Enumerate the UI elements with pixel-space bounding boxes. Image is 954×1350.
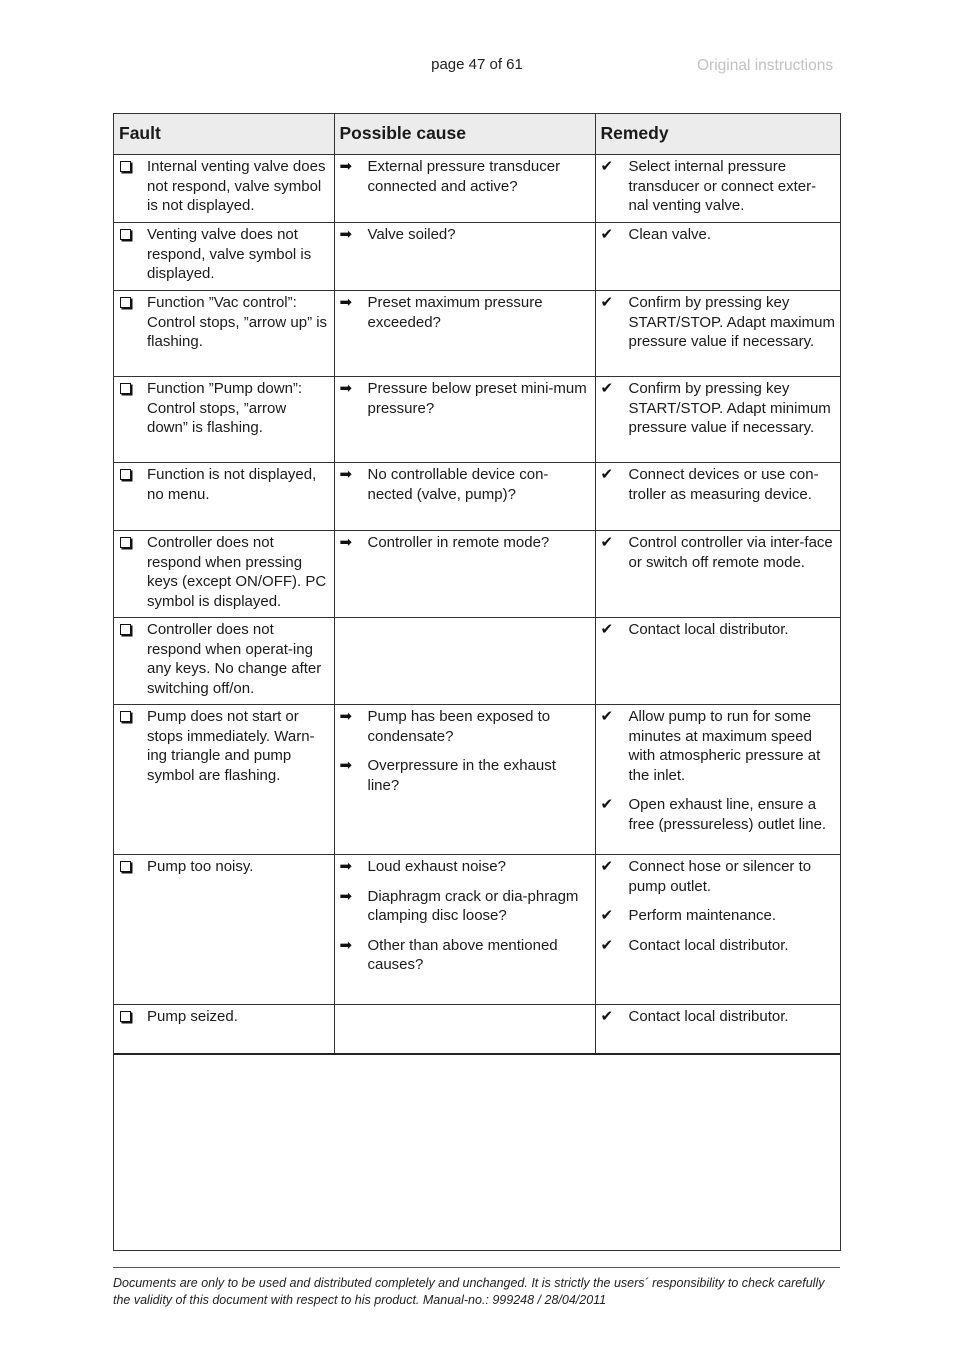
cause-cell [334, 463, 595, 531]
checkbox-square-icon [120, 1011, 131, 1022]
header-cause: Possible cause [334, 114, 595, 155]
arrow-right-icon: ➡ [339, 708, 353, 725]
remedy-item [600, 1007, 837, 1027]
header-note: Original instructions [697, 57, 834, 74]
checkmark-icon: ✔ [600, 1008, 614, 1025]
cause-item [339, 533, 591, 553]
remedy-item [600, 379, 837, 438]
cause-cell [334, 1005, 595, 1054]
fault-text: Pump does not start or stops immediately. Warn-ing triangle and pump symbol are flashing. [147, 708, 315, 784]
fault-item [118, 379, 330, 438]
checkmark-icon: ✔ [600, 294, 614, 311]
fault-cell [114, 223, 334, 291]
fault-text: Internal venting valve does not respond, valve symbol is not displayed. [147, 158, 326, 214]
table-row [114, 855, 840, 1005]
table-row [114, 531, 840, 618]
fault-item [118, 157, 330, 216]
remedy-item [600, 857, 837, 896]
remedy-item [600, 795, 837, 834]
table-row [114, 223, 840, 291]
cause-text: Preset maximum pressure exceeded? [367, 294, 543, 331]
checkmark-icon: ✔ [600, 621, 614, 638]
arrow-right-icon: ➡ [339, 380, 353, 397]
remedy-item [600, 936, 837, 956]
checkmark-icon: ✔ [600, 936, 614, 954]
fault-text: Pump seized. [147, 1008, 238, 1025]
checkbox-square-icon [120, 297, 131, 308]
cause-cell [334, 377, 595, 463]
troubleshooting-table [114, 114, 840, 1055]
fault-cell [114, 855, 334, 1005]
fault-cell [114, 377, 334, 463]
fault-cell [114, 155, 334, 223]
cause-item [339, 756, 591, 795]
checkmark-icon: ✔ [600, 534, 614, 551]
table-row [114, 705, 840, 855]
remedy-text: Clean valve. [628, 226, 712, 243]
fault-item [118, 465, 330, 504]
checkbox-square-icon [120, 161, 131, 172]
fault-text: Controller does not respond when pressing keys (except ON/OFF). PC symbol is displayed. [147, 534, 327, 610]
fault-cell [114, 291, 334, 377]
remedy-item [600, 533, 837, 572]
cause-item [339, 707, 591, 746]
cause-text: External pressure transducer connected and active? [367, 158, 561, 195]
checkbox-square-icon [120, 469, 131, 480]
cause-text: Loud exhaust noise? [367, 858, 506, 875]
checkbox-square-icon [120, 537, 131, 548]
remedy-text: Perform maintenance. [628, 907, 777, 924]
header-fault: Fault [114, 114, 334, 155]
arrow-right-icon: ➡ [339, 858, 353, 875]
fault-cell [114, 618, 334, 705]
table-row [114, 155, 840, 223]
checkmark-icon: ✔ [600, 708, 614, 725]
fault-item [118, 225, 330, 284]
cause-cell [334, 618, 595, 705]
remedy-cell [595, 705, 840, 855]
fault-text: Function ”Pump down”: Control stops, ”arrow down” is flashing. [147, 380, 303, 436]
remedy-text: Open exhaust line, ensure a free (pressureless) outlet line. [628, 796, 827, 833]
remedy-text: Contact local distributor. [628, 621, 789, 638]
footer-divider [113, 1267, 840, 1268]
remedy-text: Contact local distributor. [628, 936, 789, 954]
checkbox-square-icon [120, 229, 131, 240]
cause-cell [334, 855, 595, 1005]
fault-text: Venting valve does not respond, valve symbol is displayed. [147, 226, 312, 282]
cause-text: Diaphragm crack or dia-phragm clamping disc loose? [367, 887, 579, 924]
table-row [114, 463, 840, 531]
page-number: page 47 of 61 [431, 56, 523, 73]
table-row [114, 618, 840, 705]
cause-cell [334, 705, 595, 855]
remedy-cell [595, 1005, 840, 1054]
remedy-text: Confirm by pressing key START/STOP. Adapt minimum pressure value if necessary. [628, 380, 831, 436]
remedy-cell [595, 291, 840, 377]
remedy-text: Select internal pressure transducer or connect exter-nal venting valve. [628, 158, 817, 214]
cause-item [339, 465, 591, 504]
cause-text: Other than above mentioned causes? [367, 936, 558, 973]
fault-item [118, 1007, 330, 1027]
cause-text: Valve soiled? [367, 226, 456, 243]
remedy-item [600, 157, 837, 216]
remedy-cell [595, 855, 840, 1005]
checkmark-icon: ✔ [600, 796, 614, 813]
arrow-right-icon: ➡ [339, 534, 353, 551]
arrow-right-icon: ➡ [339, 226, 353, 243]
fault-item [118, 293, 330, 352]
cause-cell [334, 531, 595, 618]
fault-item [118, 620, 330, 698]
cause-item [339, 157, 591, 196]
table-header-row [114, 114, 840, 155]
remedy-cell [595, 531, 840, 618]
checkmark-icon: ✔ [600, 158, 614, 175]
cause-item [339, 293, 591, 332]
fault-cell [114, 531, 334, 618]
fault-text: Controller does not respond when operat-ing any keys. No change after switching off/on. [147, 621, 322, 697]
checkbox-square-icon [120, 624, 131, 635]
arrow-right-icon: ➡ [339, 294, 353, 311]
fault-text: Pump too noisy. [147, 858, 254, 875]
checkbox-square-icon [120, 711, 131, 722]
fault-cell [114, 463, 334, 531]
remedy-item [600, 906, 837, 926]
checkmark-icon: ✔ [600, 226, 614, 243]
checkbox-square-icon [120, 383, 131, 394]
arrow-right-icon: ➡ [339, 158, 353, 175]
fault-item [118, 707, 330, 785]
remedy-text: Control controller via inter-face or switch off remote mode. [628, 534, 833, 571]
remedy-text: Connect devices or use con-troller as measuring device. [628, 466, 819, 503]
cause-item [339, 225, 591, 245]
fault-cell [114, 705, 334, 855]
cause-cell [334, 291, 595, 377]
table-row [114, 377, 840, 463]
remedy-cell [595, 618, 840, 705]
cause-text: Pump has been exposed to condensate? [367, 708, 551, 745]
footer-disclaimer: Documents are only to be used and distributed completely and unchanged. It is strictly the users´ responsibility to check carefully the validity of this document with respect to his product. Manual-no.: 999248 / 28/04/2011 [113, 1276, 825, 1307]
remedy-cell [595, 223, 840, 291]
cause-item [339, 857, 591, 877]
remedy-cell [595, 377, 840, 463]
checkmark-icon: ✔ [600, 466, 614, 483]
checkbox-square-icon [120, 861, 131, 872]
remedy-text: Allow pump to run for some minutes at maximum speed with atmospheric pressure at the inlet. [628, 708, 821, 784]
arrow-right-icon: ➡ [339, 466, 353, 483]
cause-text: Pressure below preset mini-mum pressure? [367, 380, 587, 417]
remedy-item [600, 707, 837, 785]
arrow-right-icon: ➡ [339, 757, 353, 774]
table-row [114, 1005, 840, 1054]
header-remedy: Remedy [595, 114, 840, 155]
cause-text: No controllable device con-nected (valve, pump)? [367, 466, 549, 503]
remedy-cell [595, 463, 840, 531]
cause-cell [334, 155, 595, 223]
checkmark-icon: ✔ [600, 907, 614, 924]
troubleshooting-frame [113, 113, 841, 1251]
checkmark-icon: ✔ [600, 380, 614, 397]
fault-text: Function ”Vac control”: Control stops, ”arrow up” is flashing. [147, 294, 328, 350]
remedy-text: Contact local distributor. [628, 1008, 789, 1025]
cause-text: Controller in remote mode? [367, 534, 550, 551]
fault-item [118, 533, 330, 611]
remedy-item [600, 293, 837, 352]
arrow-right-icon: ➡ [339, 936, 353, 954]
remedy-item [600, 465, 837, 504]
checkmark-icon: ✔ [600, 858, 614, 875]
cause-item [339, 887, 591, 926]
fault-item [118, 857, 330, 877]
fault-cell [114, 1005, 334, 1054]
remedy-text: Connect hose or silencer to pump outlet. [628, 858, 812, 895]
arrow-right-icon: ➡ [339, 887, 353, 905]
remedy-text: Confirm by pressing key START/STOP. Adapt maximum pressure value if necessary. [628, 294, 835, 350]
cause-cell [334, 223, 595, 291]
remedy-item [600, 620, 837, 640]
table-row [114, 291, 840, 377]
remedy-cell [595, 155, 840, 223]
fault-text: Function is not displayed, no menu. [147, 466, 317, 503]
cause-text: Overpressure in the exhaust line? [367, 757, 556, 794]
remedy-item [600, 225, 837, 245]
cause-item [339, 379, 591, 418]
cause-item [339, 936, 591, 975]
